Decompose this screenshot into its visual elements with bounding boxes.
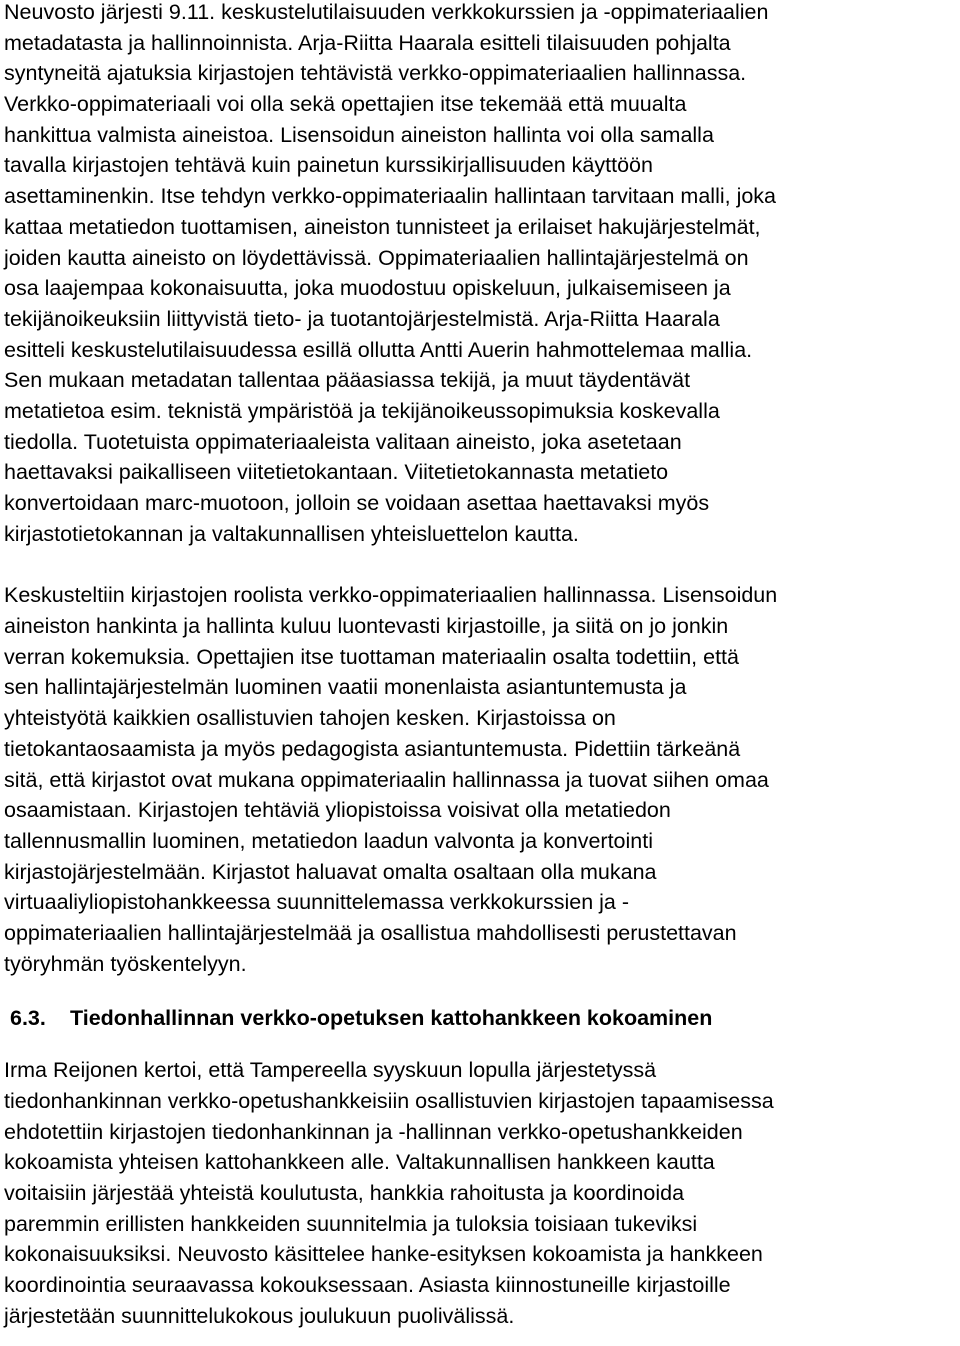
text-line: syntyneitä ajatuksia kirjastojen tehtävistä verkko-oppimateriaalien hallinnassa. <box>4 61 747 86</box>
text-line: tiedonhankinnan verkko-opetushankkeisiin osallistuvien kirjastojen tapaamisessa <box>4 1089 774 1113</box>
text-line: voitaisiin järjestää yhteistä koulutusta, hankkia rahoitusta ja koordinoida <box>4 1181 685 1206</box>
text-line: Sen mukaan metadatan tallentaa pääasiassa tekijä, ja muut täydentävät <box>4 368 691 393</box>
text-line: osaamistaan. Kirjastojen tehtäviä yliopistoissa voisivat olla metatiedon <box>4 798 671 823</box>
section-title: Tiedonhallinnan verkko-opetuksen kattohankkeen kokoaminen <box>70 1006 713 1031</box>
text-line: tavalla kirjastojen tehtävä kuin painetun kurssikirjallisuuden käyttöön <box>4 153 653 178</box>
document-page <box>4 0 960 1332</box>
text-line: asettaminenkin. Itse tehdyn verkko-oppimateriaalin hallintaan tarvitaan malli, joka <box>4 184 777 209</box>
text-line: tallennusmallin luominen, metatiedon laadun valvonta ja konvertointi <box>4 828 653 853</box>
text-line: tietokantaosaamista ja myös pedagogista asiantuntemusta. Pidettiin tärkeänä <box>4 736 741 761</box>
text-line: konvertoidaan marc-muotoon, jolloin se voidaan asettaa haettavaksi myös <box>4 491 710 515</box>
text-line: osa laajempaa kokonaisuutta, joka muodostuu opiskeluun, julkaisemiseen ja <box>4 276 731 301</box>
text-line: aineiston hankinta ja hallinta kuluu luontevasti kirjastoille, ja siitä on jo jonkin <box>4 614 729 639</box>
text-line: metatietoa esim. teknistä ympäristöä ja tekijänoikeussopimuksia koskevalla <box>4 398 720 423</box>
text-line: työryhmän työskentelyyn. <box>4 951 247 976</box>
text-line: kattaa metatiedon tuottamisen, aineiston tunnisteet ja erilaiset hakujärjestelmät, <box>4 214 761 239</box>
text-line: esitteli keskustelutilaisuudessa esillä ollutta Antti Auerin hahmottelemaa mallia. <box>4 337 753 362</box>
paragraph-library-role <box>4 580 960 979</box>
text-line: kirjastojärjestelmään. Kirjastot haluavat omalta osaltaan olla mukana <box>4 859 657 884</box>
text-line: paremmin erillisten hankkeiden suunnitelmia ja tuloksia toisiaan tukeviksi <box>4 1211 698 1236</box>
text-line: ehdotettiin kirjastojen tiedonhankinnan ja -hallinnan verkko-opetushankkeiden <box>4 1119 743 1144</box>
text-line: virtuaaliyliopistohankkeessa suunnittelemassa verkkokurssien ja - <box>4 890 629 915</box>
paragraph-umbrella-project <box>4 1055 960 1331</box>
text-line: haettavaksi paikalliseen viitetietokantaan. Viitetietokannasta metatieto <box>4 460 669 485</box>
section-number: 6.3. <box>10 1006 46 1031</box>
text-line: kokonaisuuksiksi. Neuvosto käsittelee hanke-esityksen kokoamista ja hankkeen <box>4 1242 763 1267</box>
text-line: kokoamista yhteisen kattohankkeen alle. Valtakunnallisen hankkeen kautta <box>4 1150 715 1175</box>
text-line: sitä, että kirjastot ovat mukana oppimateriaalin hallinnassa ja tuovat siihen omaa <box>4 767 769 792</box>
text-line: tekijänoikeuksiin liittyvistä tieto- ja tuotantojärjestelmistä. Arja-Riitta Haarala <box>4 306 720 331</box>
text-line: koordinointia seuraavassa kokouksessaan. Asiasta kiinnostuneille kirjastoille <box>4 1273 731 1298</box>
text-line: verran kokemuksia. Opettajien itse tuottaman materiaalin osalta todettiin, että <box>4 644 739 669</box>
text-line: sen hallintajärjestelmän luominen vaatii monenlaista asiantuntemusta ja <box>4 675 687 700</box>
text-line: joiden kautta aineisto on löydettävissä. Oppimateriaalien hallintajärjestelmä on <box>4 245 749 270</box>
text-line: järjestetään suunnittelukokous joulukuun puolivälissä. <box>4 1303 515 1328</box>
paragraph-metadata-discussion <box>4 0 960 549</box>
text-line: yhteistyötä kaikkien osallistuvien tahojen kesken. Kirjastoissa on <box>4 706 616 731</box>
text-line: Irma Reijonen kertoi, että Tampereella syyskuun lopulla järjestetyssä <box>4 1058 657 1083</box>
text-line: Neuvosto järjesti 9.11. keskustelutilaisuuden verkkokurssien ja -oppimateriaalien <box>4 0 769 24</box>
text-line: kirjastotietokannan ja valtakunnallisen yhteisluettelon kautta. <box>4 521 579 546</box>
text-line: tiedolla. Tuotetuista oppimateriaaleista valitaan aineisto, joka asetetaan <box>4 429 682 454</box>
text-line: metadatasta ja hallinnoinnista. Arja-Riitta Haarala esitteli tilaisuuden pohjalta <box>4 30 731 55</box>
text-line: Verkko-oppimateriaali voi olla sekä opettajien itse tekemää että muualta <box>4 92 687 117</box>
text-line: oppimateriaalien hallintajärjestelmää ja osallistua mahdollisesti perustettavan <box>4 920 737 945</box>
section-heading <box>4 1003 960 1033</box>
text-line: hankittua valmista aineistoa. Lisensoidun aineiston hallinta voi olla samalla <box>4 122 714 147</box>
text-line: Keskusteltiin kirjastojen roolista verkko-oppimateriaalien hallinnassa. Lisensoidun <box>4 583 778 608</box>
